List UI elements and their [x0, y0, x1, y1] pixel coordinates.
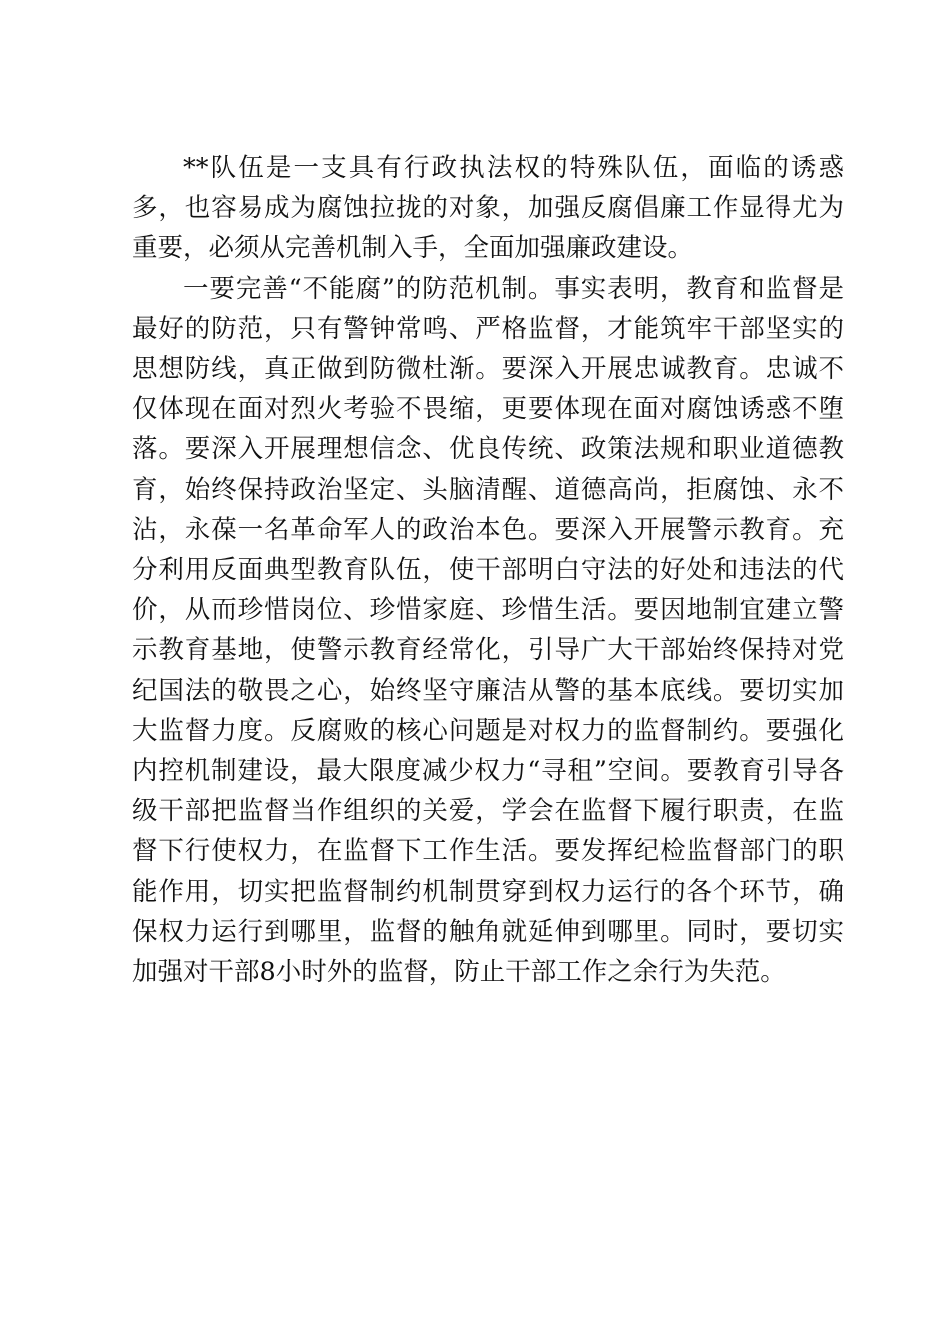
- paragraph-prevention-mechanism: 一要完善“不能腐”的防范机制。事实表明，教育和监督是最好的防范，只有警钟常鸣、严格监督，才能筑牢干部坚实的思想防线，真正做到防微杜渐。要深入开展忠诚教育。忠诚不仅体现在面对烈火考验不畏缩，更要体现在面对腐蚀诱惑不堕落。要深入开展理想信念、优良传统、政策法规和职业道德教育，始终保持政治坚定、头脑清醒、道德高尚，拒腐蚀、永不沾，永葆一名革命军人的政治本色。要深入开展警示教育。充分利用反面典型教育队伍，使干部明白守法的好处和违法的代价，从而珍惜岗位、珍惜家庭、珍惜生活。要因地制宜建立警示教育基地，使警示教育经常化，引导广大干部始终保持对党纪国法的敬畏之心，始终坚守廉洁从警的基本底线。要切实加大监督力度。反腐败的核心问题是对权力的监督制约。要强化内控机制建设，最大限度减少权力“寻租”空间。要教育引导各级干部把监督当作组织的关爱，学会在监督下履行职责，在监督下行使权力，在监督下工作生活。要发挥纪检监督部门的职能作用，切实把监督制约机制贯穿到权力运行的各个环节，确保权力运行到哪里，监督的触角就延伸到哪里。同时，要切实加强对干部8小时外的监督，防止干部工作之余行为失范。: [132, 273, 844, 988]
- paragraph-intro: **队伍是一支具有行政执法权的特殊队伍，面临的诱惑多，也容易成为腐蚀拉拢的对象，加强反腐倡廉工作显得尤为重要，必须从完善机制入手，全面加强廉政建设。: [132, 153, 844, 264]
- document-body: [132, 148, 844, 992]
